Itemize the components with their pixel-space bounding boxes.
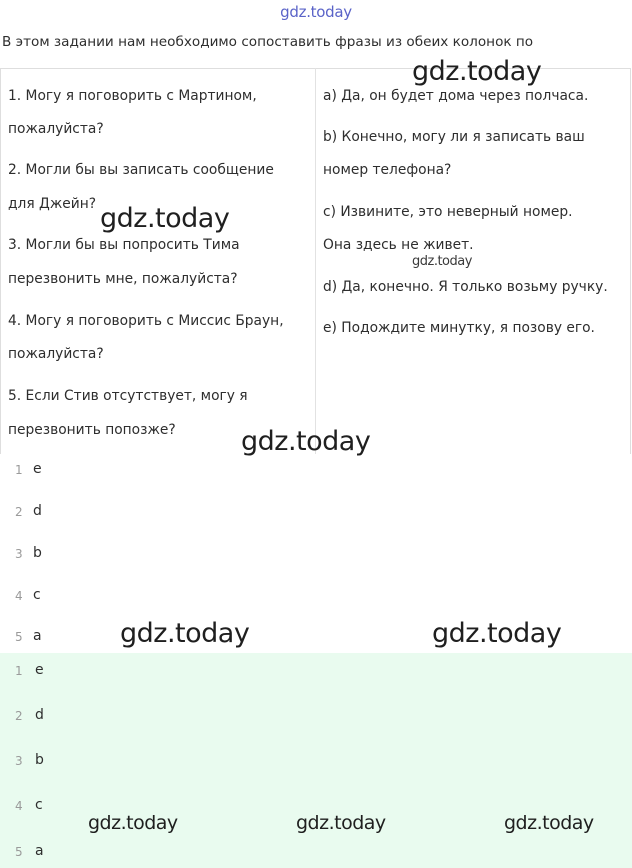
highlighted-answer-3-number: 3 [15, 754, 23, 768]
answer-3-number: 3 [15, 547, 23, 561]
highlighted-answer-1-number: 1 [15, 664, 23, 678]
answer-3-value: b [33, 545, 42, 561]
answer-5-value: a [33, 628, 42, 644]
answer-4-number: 4 [15, 589, 23, 603]
highlighted-answer-1-value: e [35, 662, 44, 678]
highlighted-answer-4-value: c [35, 797, 43, 813]
left-item-2-line-1: 2. Могли бы вы записать сообщение [8, 162, 274, 178]
watermark: gdz.today [100, 203, 230, 234]
watermark: gdz.today [88, 812, 178, 834]
watermark: gdz.today [296, 812, 386, 834]
watermark: gdz.today [120, 618, 250, 649]
answer-2-value: d [33, 503, 42, 519]
intro-text: В этом задании нам необходимо сопоставить фразы из обеих колонок по [2, 34, 534, 50]
right-item-c-line-1: c) Извините, это неверный номер. [323, 204, 573, 220]
left-item-3-line-1: 3. Могли бы вы попросить Тима [8, 237, 240, 253]
highlighted-answer-5-value: a [35, 843, 44, 859]
left-item-5-line-2: перезвонить попозже? [8, 422, 176, 438]
left-item-5-line-1: 5. Если Стив отсутствует, могу я [8, 388, 248, 404]
highlighted-answer-2-value: d [35, 707, 44, 723]
right-item-b-line-1: b) Конечно, могу ли я записать ваш [323, 129, 585, 145]
left-item-4-line-2: пожалуйста? [8, 346, 104, 362]
highlighted-answer-4-number: 4 [15, 799, 23, 813]
highlighted-answer-block [0, 653, 632, 868]
answer-1-number: 1 [15, 463, 23, 477]
watermark: gdz.today [412, 56, 542, 87]
answer-1-value: e [33, 461, 42, 477]
column-divider [315, 68, 316, 454]
site-logo[interactable]: gdz.today [280, 3, 352, 21]
highlighted-answer-3-value: b [35, 752, 44, 768]
left-item-2-line-2: для Джейн? [8, 196, 97, 212]
right-item-a: a) Да, он будет дома через полчаса. [323, 88, 589, 104]
right-item-d: d) Да, конечно. Я только возьму ручку. [323, 279, 608, 295]
watermark: gdz.today [504, 812, 594, 834]
watermark: gdz.today [241, 426, 371, 457]
left-item-1-line-1: 1. Могу я поговорить с Мартином, [8, 88, 257, 104]
left-item-4-line-1: 4. Могу я поговорить с Миссис Браун, [8, 313, 284, 329]
watermark: gdz.today [432, 618, 562, 649]
left-item-3-line-2: перезвонить мне, пожалуйста? [8, 271, 238, 287]
right-item-e: e) Подождите минутку, я позову его. [323, 320, 595, 336]
answer-5-number: 5 [15, 630, 23, 644]
right-item-b-line-2: номер телефона? [323, 162, 452, 178]
highlighted-answer-5-number: 5 [15, 845, 23, 859]
answer-2-number: 2 [15, 505, 23, 519]
highlighted-answer-2-number: 2 [15, 709, 23, 723]
answer-4-value: c [33, 587, 41, 603]
left-item-1-line-2: пожалуйста? [8, 121, 104, 137]
watermark: gdz.today [412, 254, 472, 269]
right-item-c-line-2: Она здесь не живет. [323, 237, 474, 253]
